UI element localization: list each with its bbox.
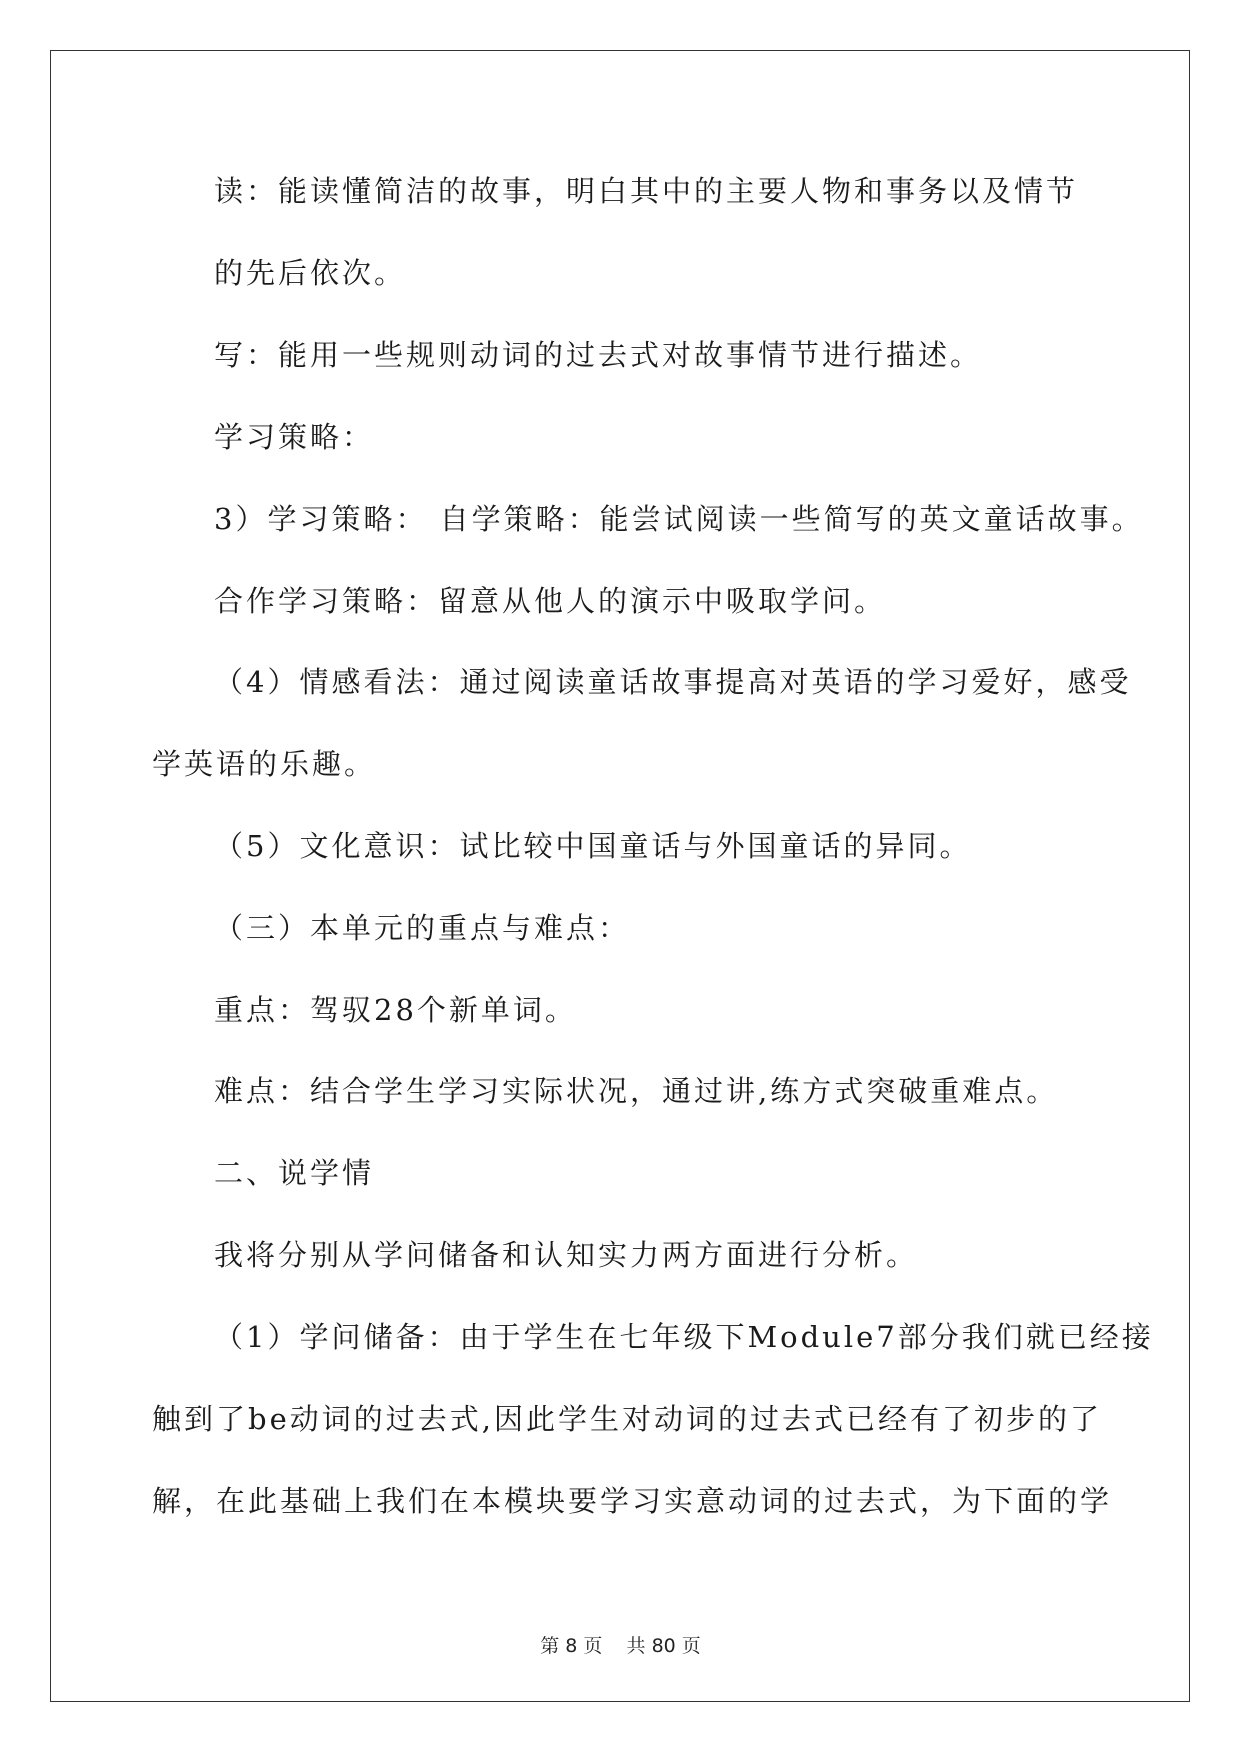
text-line: （三）本单元的重点与难点： [214,911,631,945]
text-line: 合作学习策略：留意从他人的演示中吸取学问。 [214,584,887,618]
text-line: 的先后依次。 [214,256,407,290]
text-line: 我将分别从学问储备和认知实力两方面进行分析。 [214,1238,919,1272]
text-line: 读：能读懂简洁的故事，明白其中的主要人物和事务以及情节 [214,174,1079,208]
text-line: （1）学问储备：由于学生在七年级下Module7部分我们就已经接 [214,1320,1154,1354]
text-line: 重点：驾驭28个新单词。 [214,993,577,1027]
text-line: 学习策略： [214,420,375,454]
page-number: 第 8 页 共 80 页 [540,1635,701,1657]
text-line: 解，在此基础上我们在本模块要学习实意动词的过去式，为下面的学 [152,1484,1113,1518]
page-border [50,50,1190,1702]
text-line: 学英语的乐趣。 [152,747,377,781]
text-line: 难点：结合学生学习实际状况，通过讲,练方式突破重难点。 [214,1074,1059,1108]
text-line: 触到了be动词的过去式,因此学生对动词的过去式已经有了初步的了 [152,1402,1102,1436]
text-line: 3）学习策略： 自学策略：能尝试阅读一些简写的英文童话故事。 [214,502,1144,536]
text-line: 写：能用一些规则动词的过去式对故事情节进行描述。 [214,338,983,372]
text-line: 二、说学情 [214,1156,375,1190]
text-line: （4）情感看法：通过阅读童话故事提高对英语的学习爱好，感受 [214,665,1132,699]
text-line: （5）文化意识：试比较中国童话与外国童话的异同。 [214,829,972,863]
